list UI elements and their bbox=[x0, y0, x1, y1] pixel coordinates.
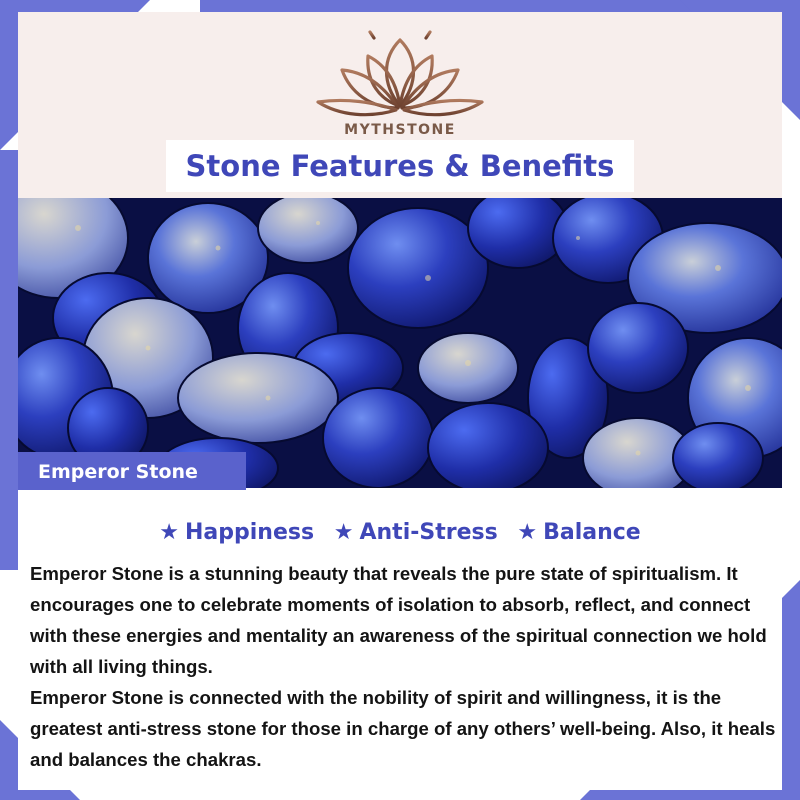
stone-name-badge bbox=[18, 452, 246, 492]
star-icon: ★ bbox=[517, 520, 538, 545]
benefit-label: Anti-Stress bbox=[359, 520, 498, 545]
left-border-strip bbox=[0, 150, 18, 570]
benefit-label: Balance bbox=[543, 520, 641, 545]
stone-name-label: Emperor Stone bbox=[38, 461, 198, 483]
stone-photo bbox=[18, 198, 782, 488]
description-text bbox=[30, 558, 785, 775]
benefit-item bbox=[517, 520, 640, 545]
benefit-item bbox=[159, 520, 314, 545]
benefit-label: Happiness bbox=[185, 520, 315, 545]
benefit-item bbox=[334, 520, 498, 545]
star-icon: ★ bbox=[333, 520, 354, 545]
description-paragraph: Emperor Stone is a stunning beauty that reveals the pure state of spiritualism. It encourages one to celebrate moments of isolation to absorb, reflect, and connect with these energies and mentality an awareness of the spiritual connection we hold with all living things. bbox=[30, 563, 767, 677]
page-title: Stone Features & Benefits bbox=[185, 149, 615, 183]
brand-name: MYTHSTONE bbox=[344, 122, 456, 138]
lotus-icon bbox=[310, 20, 490, 120]
benefits-row bbox=[0, 520, 800, 545]
description-paragraph: Emperor Stone is connected with the nobility of spirit and willingness, it is the greatest anti-stress stone for those in charge of any others’ well-being. Also, it heals and balances the chakras. bbox=[30, 687, 776, 770]
star-icon: ★ bbox=[159, 520, 179, 545]
